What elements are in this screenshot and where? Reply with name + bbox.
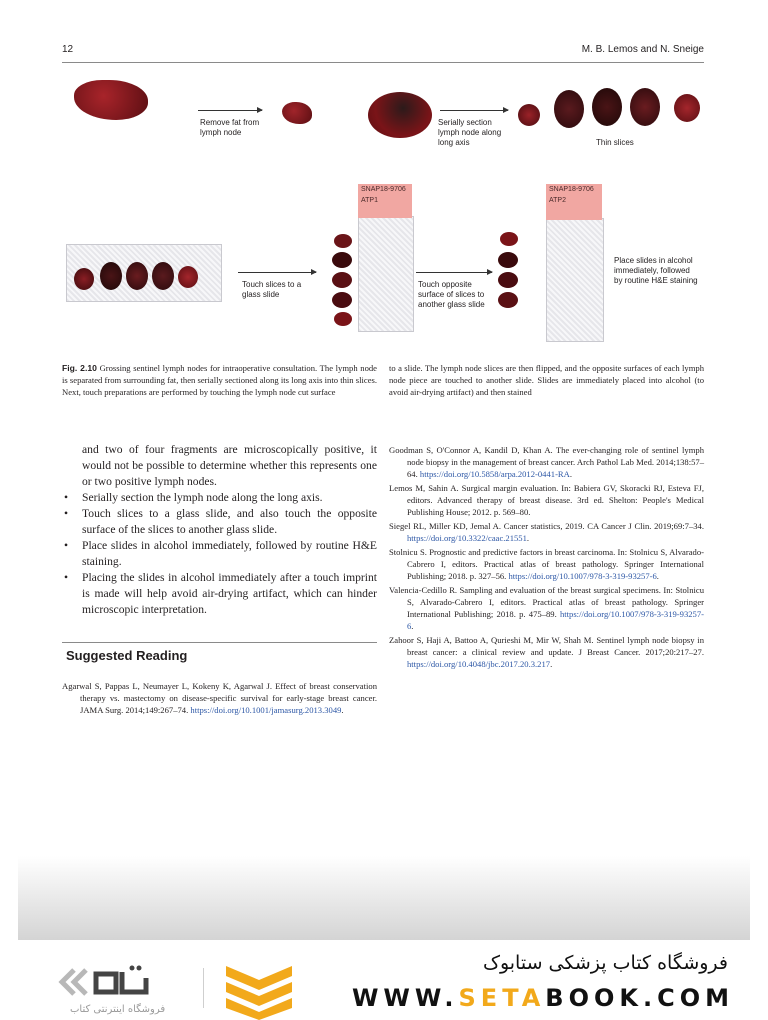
logo-subtitle: فروشگاه اینترنتی کتاب xyxy=(70,1004,166,1015)
shop-name: فروشگاه کتاب پزشکی ستابوک xyxy=(482,952,728,974)
footer-divider xyxy=(203,968,204,1008)
label-thin-slices: Thin slices xyxy=(596,138,634,147)
whole-lymph-node xyxy=(368,92,432,138)
setabook-logo-icon xyxy=(56,962,152,1002)
reference-item xyxy=(389,444,704,480)
slice-column-2 xyxy=(498,252,518,268)
reference-doi-link[interactable]: https://doi.org/10.5858/arpa.2012-0441-RA xyxy=(419,469,570,479)
reference-end: . xyxy=(526,533,530,543)
bullet-text: Touch slices to a glass slide, and also touch the opposite surface of the slices to another glass slide. xyxy=(82,507,377,536)
slice-on-mesh xyxy=(178,266,198,288)
bullet-symbol: • xyxy=(64,491,69,504)
bullet-item xyxy=(62,570,377,618)
bullet-text: Placing the slides in alcohol immediately after a touch imprint is made will help avoid air-drying artifact, which can hinder microscopic interpretation. xyxy=(82,571,377,616)
lymph-node-with-fat xyxy=(74,80,148,120)
reference-text: Agarwal S, Pappas L, Neumayer L, Kokeny K, Agarwal J. Effect of breast conservation therapy vs. mastectomy on disease-specific survival for early-stage breast cancer. JAMA Surg. 2014;149:267–74. xyxy=(62,681,377,715)
slice-column-1 xyxy=(332,292,352,308)
website-url[interactable] xyxy=(352,984,734,1012)
slice-column-2 xyxy=(498,292,518,308)
page-shadow xyxy=(18,856,750,940)
reference-item xyxy=(389,546,704,582)
glass-slide-2 xyxy=(546,218,604,342)
reference-end: . xyxy=(341,705,344,715)
figure-2-10 xyxy=(62,66,704,352)
label-place-slides: Place slides in alcohol immediately, followed by routine H&E staining xyxy=(614,256,698,285)
bullet-symbol: • xyxy=(64,539,69,552)
bullet-text: Place slides in alcohol immediately, followed by routine H&E staining. xyxy=(82,539,377,568)
url-suffix: BOOK.COM xyxy=(545,984,734,1012)
figure-label: Fig. 2.10 xyxy=(62,363,97,373)
slice-on-mesh xyxy=(100,262,122,290)
arrow-remove-fat xyxy=(198,110,262,111)
body-text xyxy=(62,442,377,618)
page-header xyxy=(62,44,704,62)
reference-doi-link[interactable]: https://doi.org/10.1007/978-3-319-93257-6 xyxy=(407,609,704,631)
thin-slice xyxy=(518,104,540,126)
slice-on-mesh xyxy=(74,268,94,290)
slice-column-2 xyxy=(500,232,518,246)
reference-doi-link[interactable]: https://doi.org/10.1001/jamasurg.2013.3049 xyxy=(190,705,342,715)
reference-item xyxy=(389,520,704,544)
continuation-paragraph: and two of four fragments are microscopically positive, it would not be possible to determine whether this represents one or two positive lymph nodes. xyxy=(82,443,377,488)
thin-slice xyxy=(630,88,660,126)
bullet-text: Serially section the lymph node along the long axis. xyxy=(82,491,323,504)
cleaned-lymph-node xyxy=(282,102,312,124)
reference-doi-link[interactable]: https://doi.org/10.1007/978-3-319-93257-6 xyxy=(508,571,657,581)
reference-doi-link[interactable]: https://doi.org/10.4048/jbc.2017.20.3.217 xyxy=(407,659,551,669)
page-number: 12 xyxy=(62,44,74,55)
reference-text: Valencia-Cedillo R. Sampling and evaluation of the breast surgical specimens. In: Stolnicu S, Alvarado-Cabrero I, editors. Practical atlas of breast pathology. Springer International Publishing; 2018. p. 475–89. xyxy=(389,585,704,619)
bullet-symbol: • xyxy=(64,507,69,520)
thin-slice xyxy=(674,94,700,122)
header-rule xyxy=(62,62,704,63)
slide-1-label xyxy=(358,184,412,218)
slice-column-2 xyxy=(498,272,518,288)
reference-text: Zahoor S, Haji A, Battoo A, Qurieshi M, Mir W, Shah M. Sentinel lymph node biopsy in breast cancer: a clinical review and update. J Breast Cancer. 2017;20:217–27. xyxy=(389,635,704,657)
reference-end: . xyxy=(569,469,573,479)
reference-text: Stolnicu S. Prognostic and predictive factors in breast carcinoma. In: Stolnicu S, Alvarado-Cabrero I, editors. Practical atlas of breast pathology. Springer International Publishing; 2018. p. 327–56. xyxy=(389,547,704,581)
label-touch-slices: Touch slices to a glass slide xyxy=(242,280,302,299)
caption-text-right: to a slide. The lymph node slices are then flipped, and the opposite surfaces of each lymph node piece are touched to another slide. Slides are immediately placed into alcohol (to avoid air-drying artifact) and then stained xyxy=(389,363,704,397)
url-prefix: WWW. xyxy=(351,984,459,1012)
reference-end: . xyxy=(656,571,659,581)
reference-text: Lemos M, Sahin A. Surgical margin evaluation. In: Babiera GV, Skoracki RJ, Esteva FJ, editors. Advanced therapy of breast disease. 3rd ed. Shelton: People's Medical Publishing House; 2012. p. 569–80. xyxy=(389,483,704,517)
label-touch-opposite: Touch opposite surface of slices to another glass slide xyxy=(418,280,485,309)
reference-doi-link[interactable]: https://doi.org/10.3322/caac.21551 xyxy=(407,533,527,543)
caption-left-column xyxy=(62,362,377,398)
reference-item xyxy=(389,634,704,670)
slice-column-1 xyxy=(332,252,352,268)
bullet-item xyxy=(62,490,377,506)
thin-slice xyxy=(592,88,622,126)
arrow-serially-section xyxy=(440,110,508,111)
suggested-reading-rule xyxy=(62,642,377,643)
bullet-symbol: • xyxy=(64,571,69,584)
reference-end: . xyxy=(411,621,414,631)
slice-column-1 xyxy=(334,234,352,248)
reference-item xyxy=(389,584,704,632)
reference-text: Goodman S, O'Connor A, Kandil D, Khan A. The ever-changing role of sentinel lymph node biopsy in the management of breast cancer. Arch Pathol Lab Med. 2014;138:57–64. xyxy=(389,445,704,479)
slice-on-mesh xyxy=(126,262,148,290)
reference-end: . xyxy=(550,659,553,669)
glass-slide-1 xyxy=(358,216,414,332)
label-serially-section: Serially section lymph node along long axis xyxy=(438,118,502,147)
thin-slice xyxy=(554,90,584,128)
url-accent: SETA xyxy=(458,984,546,1012)
running-head-authors: M. B. Lemos and N. Sneige xyxy=(581,44,704,55)
slice-column-1 xyxy=(334,312,352,326)
arrow-touch-opposite xyxy=(416,272,492,273)
reference-text: Siegel RL, Miller KD, Jemal A. Cancer statistics, 2019. CA Cancer J Clin. 2019;69:7–34. xyxy=(389,521,704,531)
label-remove-fat: Remove fat from lymph node xyxy=(200,118,260,137)
suggested-reading-title: Suggested Reading xyxy=(66,648,188,663)
arrow-touch-slices xyxy=(238,272,316,273)
reference-item xyxy=(389,482,704,518)
slice-column-1 xyxy=(332,272,352,288)
caption-text-left: Grossing sentinel lymph nodes for intraoperative consultation. The lymph node is separated from surrounding fat, then serially sectioned along its long axis into thin slices. Next, touch preparations are performed by touching the lymph node cut surface xyxy=(62,363,377,397)
slide-1-label-text: SNAP18-9706 xyxy=(361,186,406,193)
chevron-logo-icon xyxy=(222,960,296,1020)
slide-2-label xyxy=(546,184,602,220)
references-left xyxy=(62,680,377,718)
slide-1-tag-text: ATP1 xyxy=(361,197,378,204)
slide-2-tag-text: ATP2 xyxy=(549,197,566,204)
slide-2-label-text: SNAP18-9706 xyxy=(549,186,594,193)
references-right xyxy=(389,444,704,672)
reference-item xyxy=(62,680,377,716)
slice-on-mesh xyxy=(152,262,174,290)
bullet-item xyxy=(62,538,377,570)
bullet-item xyxy=(62,506,377,538)
